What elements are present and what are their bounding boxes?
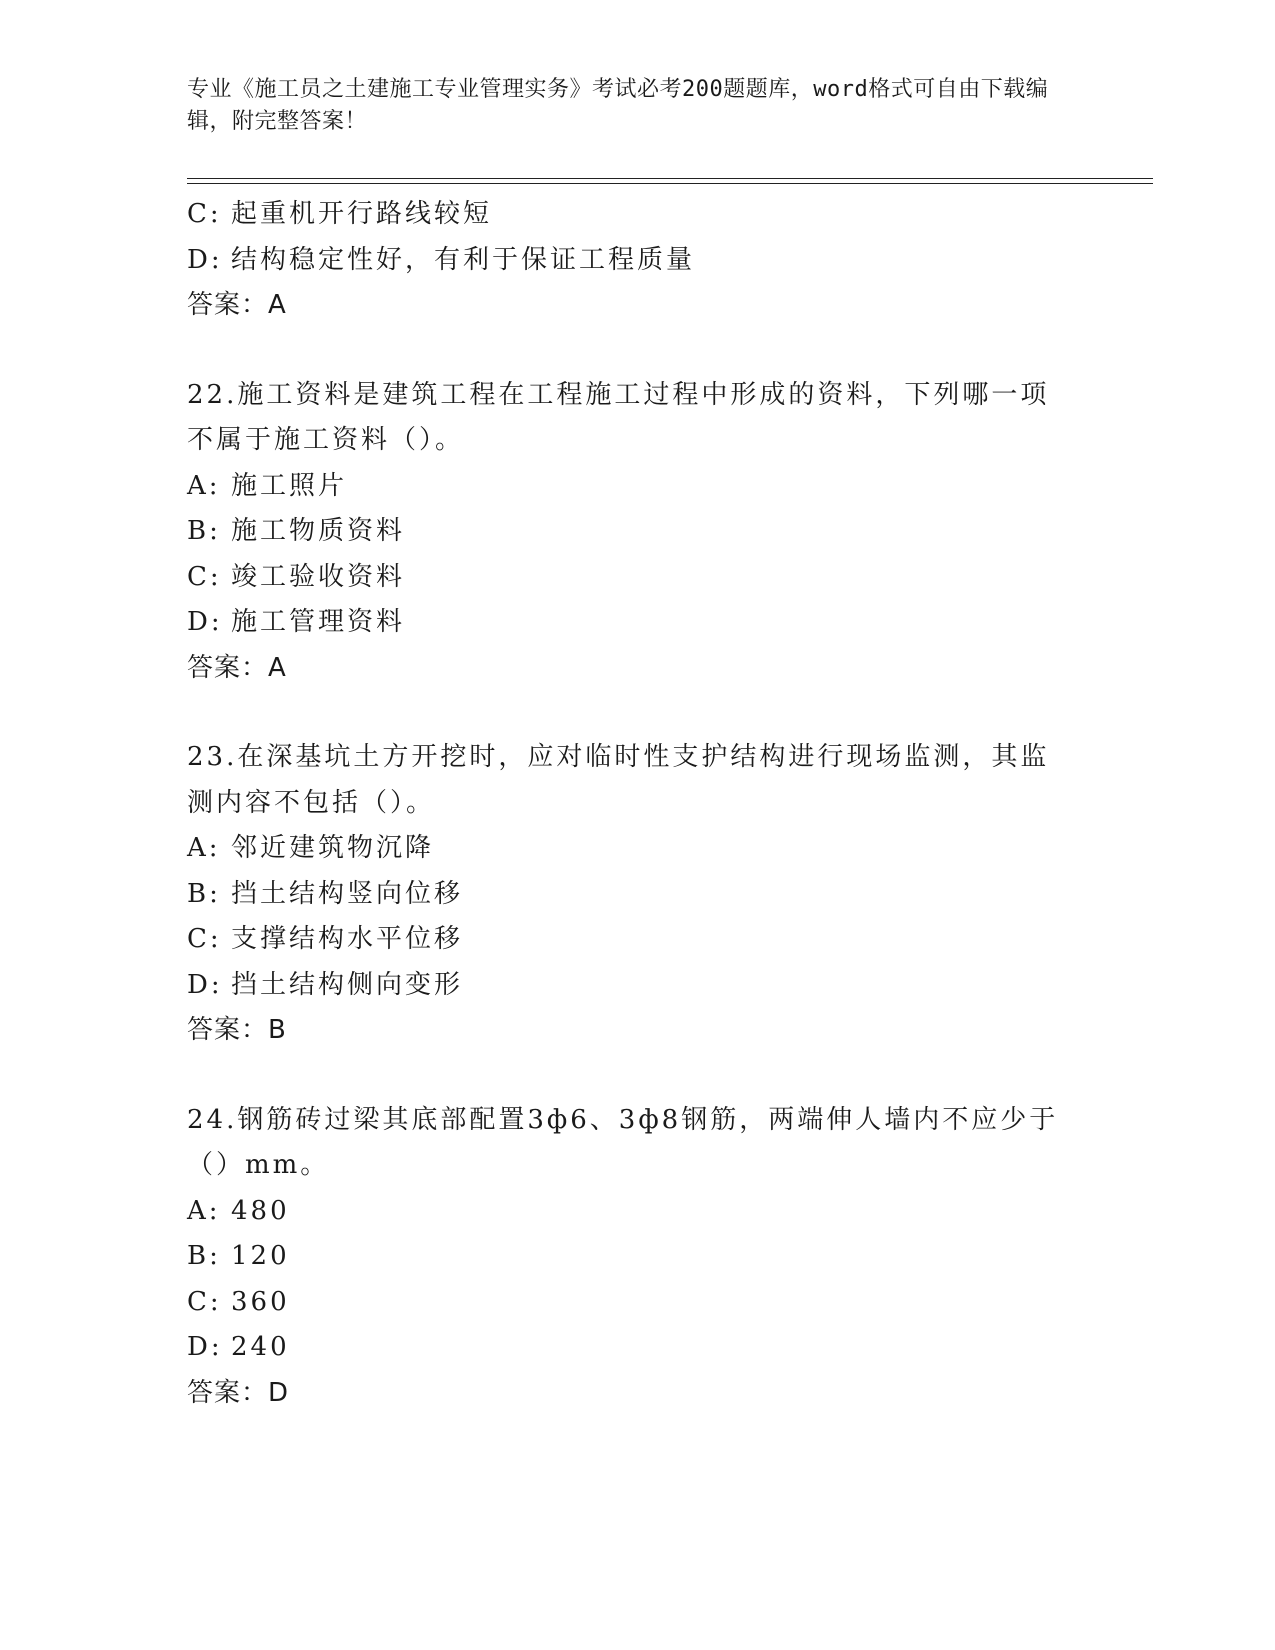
option-key: A:: [187, 470, 221, 501]
option-text: 邻近建筑物沉降: [231, 833, 435, 863]
document-header: 专业《施工员之土建施工专业管理实务》考试必考200题题库，word格式可自由下载编辑，附完整答案！: [187, 77, 1049, 134]
question-stem: 23.在深基坑土方开挖时，应对临时性支护结构进行现场监测，其监测内容不包括（）。: [187, 742, 1050, 818]
option-line: [187, 1189, 1077, 1235]
option-text: 施工照片: [231, 470, 348, 501]
option-line: [187, 464, 1077, 510]
option-line: [187, 963, 1077, 1009]
option-line: [187, 917, 1077, 963]
option-text: 竣工验收资料: [231, 561, 406, 592]
question-stem: 24.钢筋砖过梁其底部配置3ф6、3ф8钢筋，两端伸人墙内不应少于（）mm。: [187, 1104, 1059, 1180]
question-spacer: [187, 691, 1077, 735]
option-line: [187, 1325, 1077, 1371]
answer-line: 答案：B: [187, 1015, 287, 1045]
question-spacer: [187, 1054, 1077, 1098]
header-rule-bottom: [187, 183, 1153, 184]
option-line: [187, 1234, 1077, 1280]
option-text: 施工管理资料: [231, 607, 406, 637]
option-text: 支撑结构水平位移: [231, 924, 464, 954]
option-key: C:: [187, 924, 222, 954]
answer-line: 答案：D: [187, 1377, 290, 1408]
option-key: A:: [187, 1195, 221, 1226]
answer-line: 答案：A: [187, 652, 287, 683]
option-key: A:: [187, 833, 221, 863]
option-text: 240: [231, 1332, 290, 1362]
option-line: [187, 238, 1077, 284]
option-key: D:: [187, 244, 223, 275]
option-key: C:: [187, 1286, 222, 1317]
header-rule-top: [187, 178, 1153, 179]
question-stem: 22.施工资料是建筑工程在工程施工过程中形成的资料，下列哪一项不属于施工资料（）。: [187, 379, 1050, 455]
option-key: C:: [187, 561, 222, 592]
option-line: [187, 555, 1077, 601]
option-line: [187, 600, 1077, 646]
option-text: 360: [231, 1286, 290, 1317]
option-line: [187, 509, 1077, 555]
question-list: [187, 192, 1077, 1416]
option-line: [187, 826, 1077, 872]
option-text: 起重机开行路线较短: [231, 199, 493, 229]
option-key: D:: [187, 969, 223, 1000]
option-text: 结构稳定性好，有利于保证工程质量: [231, 244, 696, 275]
option-key: C:: [187, 199, 222, 229]
option-line: [187, 872, 1077, 918]
option-text: 挡土结构竖向位移: [231, 878, 464, 909]
option-text: 挡土结构侧向变形: [231, 969, 464, 1000]
question-spacer: [187, 329, 1077, 373]
option-text: 480: [231, 1195, 290, 1226]
option-key: D:: [187, 1332, 223, 1362]
option-text: 施工物质资料: [231, 516, 406, 546]
answer-line: 答案：A: [187, 290, 287, 320]
option-key: D:: [187, 607, 223, 637]
option-key: B:: [187, 878, 221, 909]
option-key: B:: [187, 516, 221, 546]
option-line: [187, 1280, 1077, 1326]
option-line: [187, 192, 1077, 238]
option-text: 120: [231, 1241, 290, 1271]
option-key: B:: [187, 1241, 221, 1271]
